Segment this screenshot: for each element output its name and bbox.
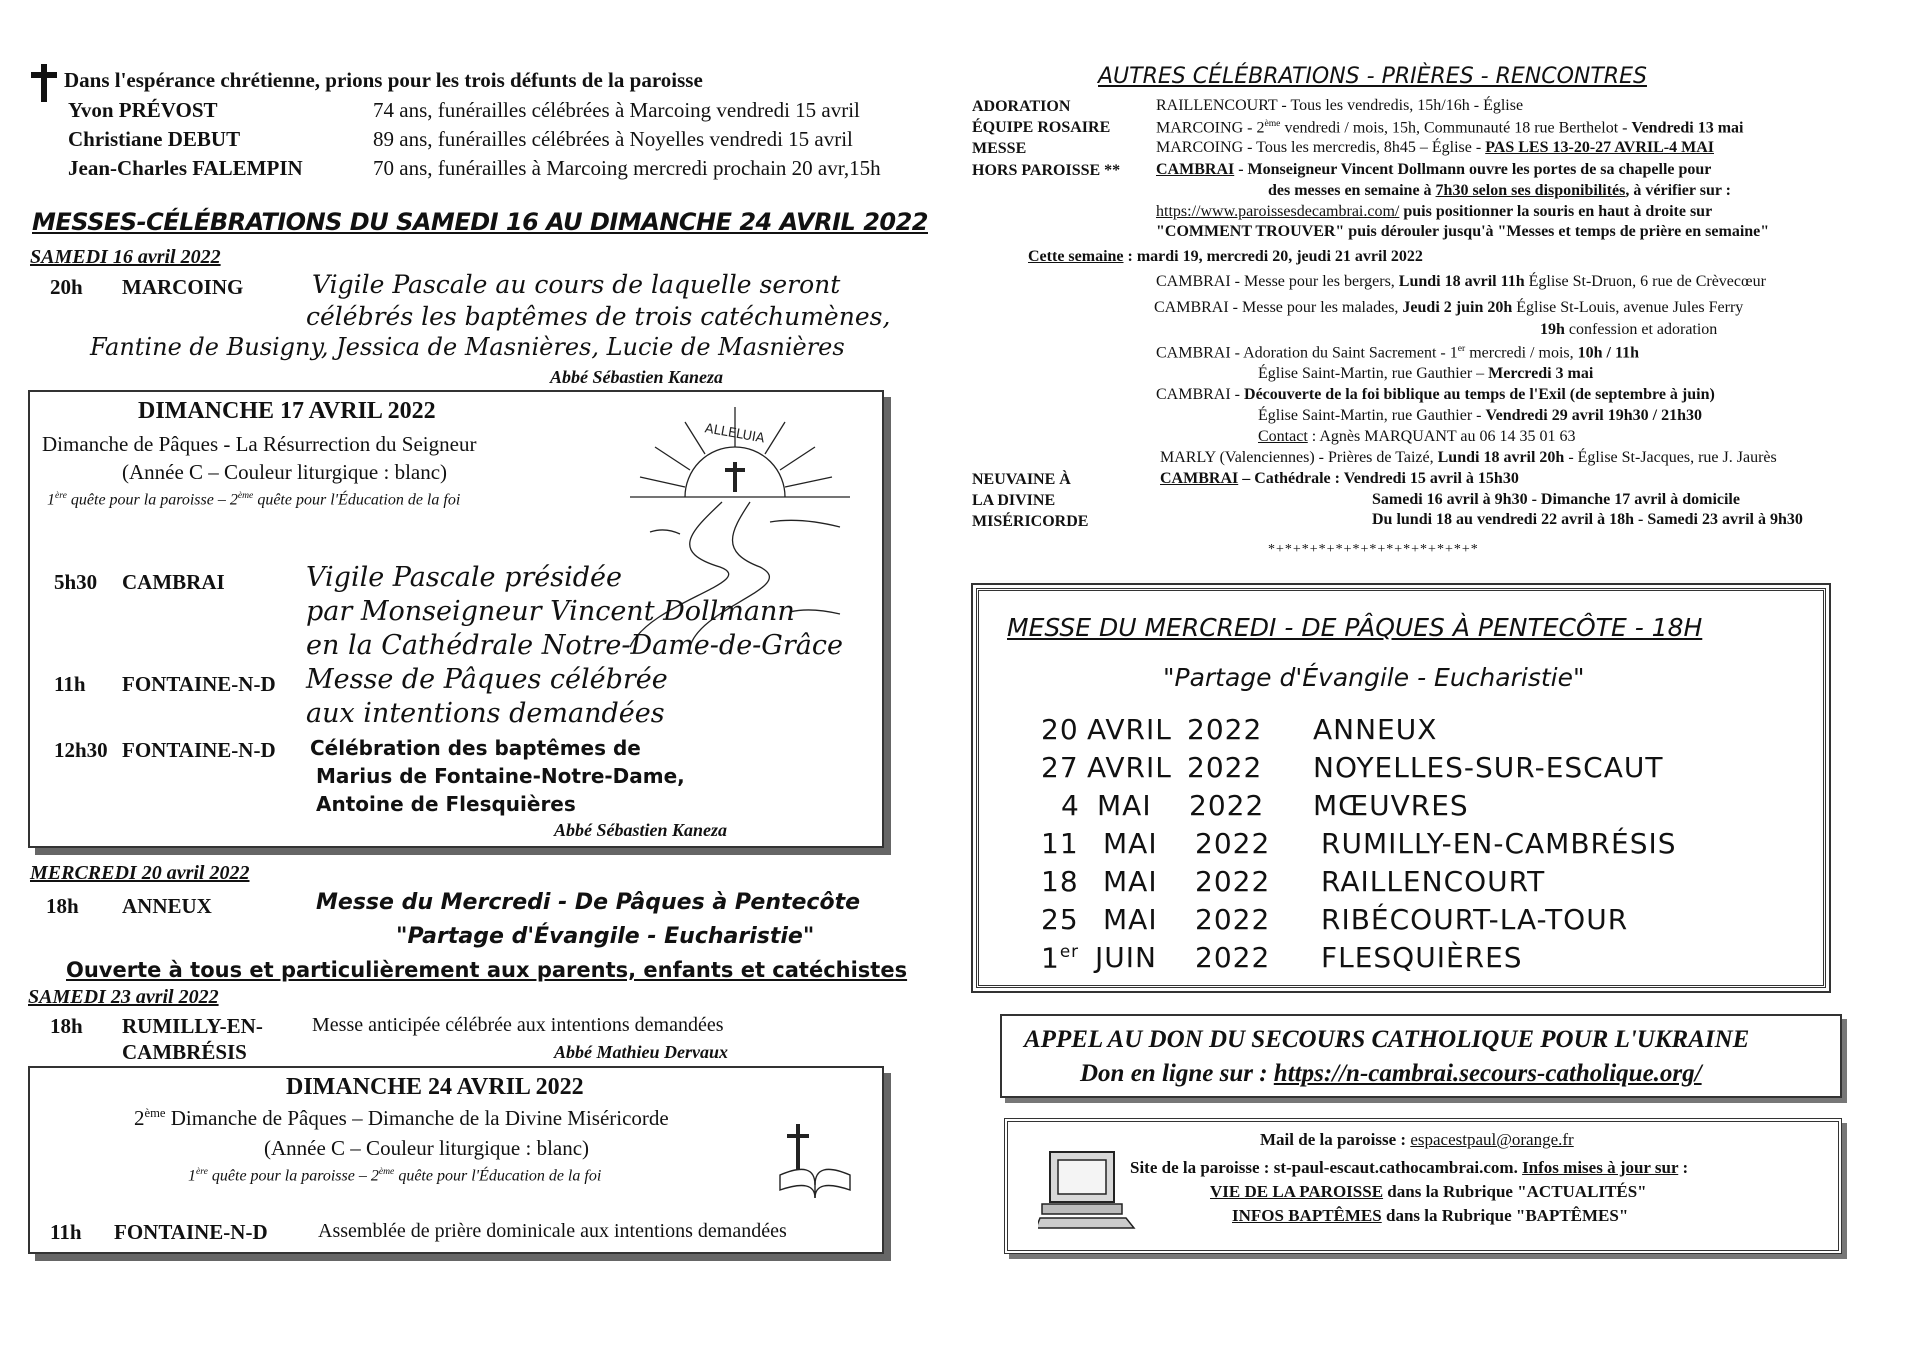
cross-icon <box>28 62 60 109</box>
sat23-priest: Abbé Mathieu Dervaux <box>554 1042 729 1062</box>
mercredi-title: MESSE DU MERCREDI - DE PÂQUES À PENTECÔTE - 18H <box>1007 613 1703 642</box>
sun17-sub: Dimanche de Pâques - La Résurrection du Seigneur <box>42 432 477 456</box>
sun17-e2-place: FONTAINE-N-D <box>122 672 276 696</box>
ukraine-box <box>1000 1014 1842 1098</box>
hors-l1: CAMBRAI - Monseigneur Vincent Dollmann ouvre les portes de sa chapelle pour <box>1156 161 1712 178</box>
paroisses-link[interactable]: https://www.paroissesdecambrai.com/ <box>1156 203 1400 220</box>
row-month: JUIN <box>1095 941 1157 974</box>
row-day: 1er <box>1041 941 1080 975</box>
hors-l2: des messes en semaine à 7h30 selon ses disponibilités, à vérifier sur : <box>1268 182 1731 199</box>
neuvaine-line2: Samedi 16 avril à 9h30 - Dimanche 17 avril à domicile <box>1372 491 1740 508</box>
vie-line: VIE DE LA PAROISSE dans la Rubrique "ACTUALITÉS" <box>1210 1182 1647 1201</box>
deceased-heading: Dans l'espérance chrétienne, prions pour les trois défunts de la paroisse <box>64 68 703 92</box>
mail-line: Mail de la paroisse : espacestpaul@orange.fr <box>1260 1130 1574 1149</box>
row-month: MAI <box>1103 865 1158 898</box>
sun17-year: (Année C – Couleur liturgique : blanc) <box>122 460 448 484</box>
sun17-e1-time: 5h30 <box>54 570 98 594</box>
sun24-place: FONTAINE-N-D <box>114 1220 268 1244</box>
wed20-l3: Ouverte à tous et particulièrement aux parents, enfants et catéchistes <box>66 958 908 982</box>
sun17-e1-l3: en la Cathédrale Notre-Dame-de-Grâce <box>306 630 843 661</box>
bible-cross-icon <box>770 1120 860 1205</box>
row-year: 2022 <box>1187 713 1263 746</box>
sunday17-box <box>28 390 884 848</box>
row-place: RUMILLY-EN-CAMBRÉSIS <box>1321 827 1677 860</box>
sun17-title: DIMANCHE 17 AVRIL 2022 <box>138 398 436 424</box>
wed20-date: MERCREDI 20 avril 2022 <box>30 862 250 884</box>
contact-line: Contact : Agnès MARQUANT au 06 14 35 01 63 <box>1258 428 1576 445</box>
row-place: ANNEUX <box>1313 713 1438 746</box>
row-year: 2022 <box>1195 865 1271 898</box>
sun17-e3-time: 12h30 <box>54 738 108 762</box>
ukraine-line: Don en ligne sur : https://n-cambrai.secours-catholique.org/ <box>1080 1060 1702 1087</box>
bapt-line: INFOS BAPTÊMES dans la Rubrique "BAPTÊMES" <box>1232 1206 1629 1225</box>
hors-l4: "COMMENT TROUVER" puis dérouler jusqu'à "Messes et temps de prière en semaine" <box>1156 223 1770 240</box>
site-line: Site de la paroisse : st-paul-escaut.cathocambrai.com. Infos mises à jour sur : <box>1130 1158 1689 1177</box>
row-place: RAILLENCOURT <box>1321 865 1546 898</box>
hors-label: HORS PAROISSE ** <box>972 162 1121 179</box>
row-year: 2022 <box>1195 827 1271 860</box>
sun24-time: 11h <box>50 1220 82 1244</box>
neuvaine-l2: LA DIVINE <box>972 492 1056 509</box>
sat16-line1: Vigile Pascale au cours de laquelle seront <box>312 270 841 299</box>
mercredi-subtitle: "Partage d'Évangile - Eucharistie" <box>1163 663 1585 692</box>
sunday24-box <box>28 1066 884 1254</box>
sun24-year: (Année C – Couleur liturgique : blanc) <box>264 1136 590 1160</box>
neuvaine-l3: MISÉRICORDE <box>972 513 1089 530</box>
vie-paroisse-link[interactable]: VIE DE LA PAROISSE <box>1210 1182 1384 1201</box>
sun17-e2-l1: Messe de Pâques célébrée <box>306 664 668 695</box>
row-year: 2022 <box>1195 903 1271 936</box>
deceased-name-2: Christiane DEBUT <box>68 127 241 151</box>
sun17-e3-l2: Marius de Fontaine-Notre-Dame, <box>316 764 685 788</box>
messes-title: MESSES-CÉLÉBRATIONS DU SAMEDI 16 AU DIMANCHE 24 AVRIL 2022 <box>32 208 928 236</box>
sun17-e3-place: FONTAINE-N-D <box>122 738 276 762</box>
sat16-place: MARCOING <box>122 275 244 299</box>
row-place: NOYELLES-SUR-ESCAUT <box>1313 751 1664 784</box>
sun17-e1-l2: par Monseigneur Vincent Dollmann <box>306 596 795 627</box>
alleluia-text: ALLELUIA <box>703 421 766 447</box>
rosaire-label: ÉQUIPE ROSAIRE <box>972 119 1111 136</box>
sun17-e1-place: CAMBRAI <box>122 570 225 594</box>
foi-line2: Église Saint-Martin, rue Gauthier - Vendredi 29 avril 19h30 / 21h30 <box>1258 407 1702 424</box>
foi-line: CAMBRAI - Découverte de la foi biblique au temps de l'Exil (de septembre à juin) <box>1156 386 1715 403</box>
malades-line2: 19h confession et adoration <box>1540 321 1718 338</box>
sun17-e2-time: 11h <box>54 672 86 696</box>
neuvaine-l1: NEUVAINE À <box>972 471 1071 488</box>
autres-title: AUTRES CÉLÉBRATIONS - PRIÈRES - RENCONTRES <box>1098 64 1647 89</box>
sat23-place2: CAMBRÉSIS <box>122 1040 247 1064</box>
sun24-sub: 2ème Dimanche de Pâques – Dimanche de la Divine Miséricorde <box>134 1106 669 1130</box>
row-day: 27 <box>1041 751 1079 784</box>
messe-label: MESSE <box>972 140 1027 157</box>
wed20-place: ANNEUX <box>122 894 212 918</box>
messe-text: MARCOING - Tous les mercredis, 8h45 – Église - PAS LES 13-20-27 AVRIL-4 MAI <box>1156 139 1714 156</box>
row-day: 11 <box>1041 827 1079 860</box>
neuvaine-line3: Du lundi 18 au vendredi 22 avril à 18h - Samedi 23 avril à 9h30 <box>1372 511 1803 528</box>
wed20-l2: "Partage d'Évangile - Eucharistie" <box>396 924 815 949</box>
contact-box <box>1004 1118 1842 1254</box>
sat23-date: SAMEDI 23 avril 2022 <box>28 986 219 1008</box>
sat23-place1: RUMILLY-EN- <box>122 1014 263 1038</box>
stars-divider: *+*+*+*+*+*+*+*+*+*+*+*+* <box>1268 542 1479 557</box>
row-place: FLESQUIÈRES <box>1321 941 1523 974</box>
row-month: AVRIL <box>1087 713 1172 746</box>
deceased-name-3: Jean-Charles FALEMPIN <box>68 156 303 180</box>
row-day: 25 <box>1041 903 1079 936</box>
secours-link[interactable]: https://n-cambrai.secours-catholique.org/ <box>1273 1060 1702 1087</box>
row-year: 2022 <box>1189 789 1265 822</box>
mercredi-schedule-box <box>976 588 1826 988</box>
row-month: MAI <box>1103 903 1158 936</box>
row-place: MŒUVRES <box>1313 789 1469 822</box>
bergers-line: CAMBRAI - Messe pour les bergers, Lundi 18 avril 11h Église St-Druon, 6 rue de Crèvecœur <box>1156 273 1766 290</box>
row-year: 2022 <box>1187 751 1263 784</box>
malades-line: CAMBRAI - Messe pour les malades, Jeudi 2 juin 20h Église St-Louis, avenue Jules Ferry <box>1154 299 1744 316</box>
mail-link[interactable]: espacestpaul@orange.fr <box>1410 1130 1574 1149</box>
infos-baptemes-link[interactable]: INFOS BAPTÊMES <box>1232 1206 1382 1225</box>
sun17-priest: Abbé Sébastien Kaneza <box>554 820 728 840</box>
sun17-e3-l3: Antoine de Flesquières <box>316 792 576 816</box>
sat16-priest: Abbé Sébastien Kaneza <box>550 367 724 387</box>
row-day: 18 <box>1041 865 1079 898</box>
rosaire-text: MARCOING - 2ème vendredi / mois, 15h, Communauté 18 rue Berthelot - Vendredi 13 mai <box>1156 118 1744 137</box>
neuvaine-line1: CAMBRAI – Cathédrale : Vendredi 15 avril à 15h30 <box>1160 470 1519 487</box>
sun17-e1-l1: Vigile Pascale présidée <box>306 562 622 593</box>
hors-l3: https://www.paroissesdecambrai.com/ puis positionner la souris en haut à droite sur <box>1156 203 1713 220</box>
sun17-e3-l1: Célébration des baptêmes de <box>310 736 641 760</box>
sat23-desc: Messe anticipée célébrée aux intentions demandées <box>312 1014 724 1036</box>
row-month: AVRIL <box>1087 751 1172 784</box>
sun24-title: DIMANCHE 24 AVRIL 2022 <box>286 1074 584 1100</box>
computer-icon <box>1038 1148 1138 1237</box>
sat16-line2: célébrés les baptêmes de trois catéchumènes, <box>306 302 891 331</box>
adoration-text: RAILLENCOURT - Tous les vendredis, 15h/16h - Église <box>1156 97 1524 114</box>
ador-line: CAMBRAI - Adoration du Saint Sacrement - 1er mercredi / mois, 10h / 11h <box>1156 343 1639 362</box>
sat16-time: 20h <box>50 275 83 299</box>
sun17-quete: 1ère quête pour la paroisse – 2ème quête pour l'Éducation de la foi <box>47 490 461 509</box>
wed20-time: 18h <box>46 894 79 918</box>
sat16-line3: Fantine de Busigny, Jessica de Masnières, Lucie de Masnières <box>90 333 845 361</box>
deceased-info-1: 74 ans, funérailles célébrées à Marcoing vendredi 15 avril <box>373 98 860 122</box>
row-place: RIBÉCOURT-LA-TOUR <box>1321 903 1629 936</box>
row-month: MAI <box>1103 827 1158 860</box>
row-month: MAI <box>1097 789 1152 822</box>
deceased-info-3: 70 ans, funérailles à Marcoing mercredi prochain 20 avr,15h <box>373 156 881 180</box>
deceased-name-1: Yvon PRÉVOST <box>68 98 218 122</box>
deceased-info-2: 89 ans, funérailles célébrées à Noyelles vendredi 15 avril <box>373 127 853 151</box>
row-day: 20 <box>1041 713 1079 746</box>
ukraine-title: APPEL AU DON DU SECOURS CATHOLIQUE POUR L'UKRAINE <box>1024 1026 1750 1053</box>
marly-line: MARLY (Valenciennes) - Prières de Taizé, Lundi 18 avril 20h - Église St-Jacques, rue J. Jaurès <box>1160 449 1777 466</box>
sat23-time: 18h <box>50 1014 83 1038</box>
ador-line2: Église Saint-Martin, rue Gauthier – Mercredi 3 mai <box>1258 365 1594 382</box>
sun24-quete: 1ère quête pour la paroisse – 2ème quête pour l'Éducation de la foi <box>188 1166 602 1185</box>
sun24-desc: Assemblée de prière dominicale aux intentions demandées <box>318 1220 787 1242</box>
row-day: 4 <box>1061 789 1080 822</box>
adoration-label: ADORATION <box>972 98 1071 115</box>
wed20-l1: Messe du Mercredi - De Pâques à Pentecôte <box>316 890 861 915</box>
sat16-date: SAMEDI 16 avril 2022 <box>30 246 221 268</box>
semaine-line: Cette semaine : mardi 19, mercredi 20, jeudi 21 avril 2022 <box>1028 248 1423 265</box>
sun17-e2-l2: aux intentions demandées <box>306 698 665 729</box>
row-year: 2022 <box>1195 941 1271 974</box>
